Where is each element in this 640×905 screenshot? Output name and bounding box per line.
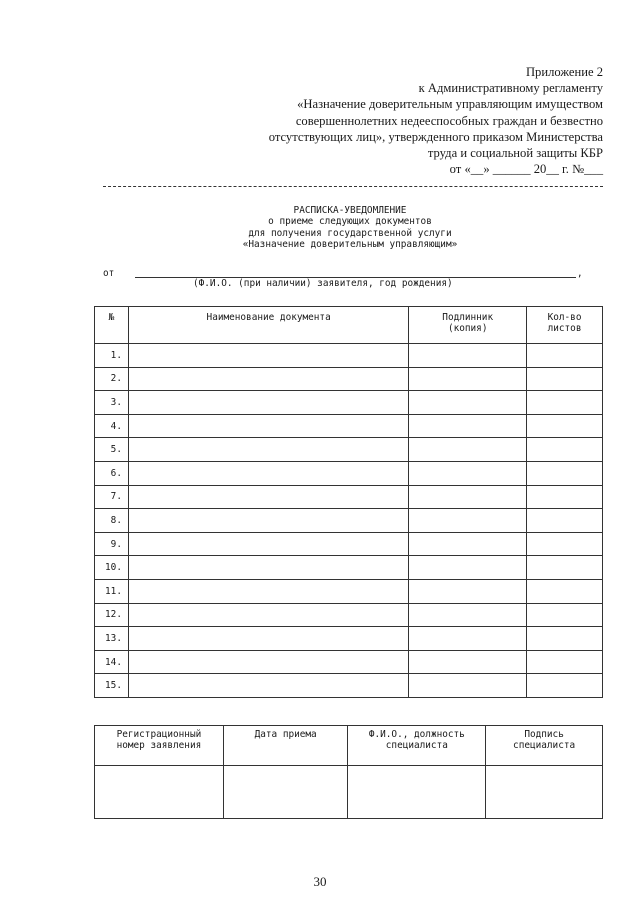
- specialist-name-header: Ф.И.О., должность специалиста: [348, 726, 486, 766]
- original-copy-cell[interactable]: [409, 579, 527, 603]
- row-number: 2.: [95, 367, 129, 391]
- original-copy-cell[interactable]: [409, 603, 527, 627]
- sheet-count-cell[interactable]: [527, 627, 603, 651]
- table-row: [95, 344, 603, 368]
- header-line: отсутствующих лиц», утвержденного приказом Министерства: [268, 129, 603, 144]
- table-row: [95, 461, 603, 485]
- document-name-cell[interactable]: [128, 461, 408, 485]
- dashed-divider: [103, 186, 603, 187]
- document-name-cell[interactable]: [128, 509, 408, 533]
- sheet-count-cell[interactable]: [527, 461, 603, 485]
- sheet-count-cell[interactable]: [527, 367, 603, 391]
- row-number: 4.: [95, 414, 129, 438]
- document-name-cell[interactable]: [128, 674, 408, 698]
- table-row: [95, 509, 603, 533]
- sheet-count-cell[interactable]: [527, 603, 603, 627]
- document-name-cell[interactable]: [128, 532, 408, 556]
- receipt-date-header: Дата приема: [223, 726, 348, 766]
- original-copy-cell[interactable]: [409, 509, 527, 533]
- row-number: 1.: [95, 344, 129, 368]
- original-copy-cell[interactable]: [409, 461, 527, 485]
- header-line: к Административному регламенту: [418, 81, 603, 96]
- original-copy-cell[interactable]: [409, 556, 527, 580]
- table-row: [95, 627, 603, 651]
- document-name-cell[interactable]: [128, 603, 408, 627]
- row-number: 11.: [95, 579, 129, 603]
- table-row: [95, 766, 603, 819]
- document-name-cell[interactable]: [128, 485, 408, 509]
- sheet-count-cell[interactable]: [527, 485, 603, 509]
- table-row: [95, 579, 603, 603]
- from-label: от: [103, 268, 115, 279]
- sheet-count-cell[interactable]: [527, 674, 603, 698]
- original-copy-cell[interactable]: [409, 650, 527, 674]
- original-copy-cell[interactable]: [409, 344, 527, 368]
- header-line: совершеннолетних недееспособных граждан и безвестно: [295, 113, 603, 128]
- table-row: [95, 603, 603, 627]
- row-number: 12.: [95, 603, 129, 627]
- row-number: 6.: [95, 461, 129, 485]
- header-line: труда и социальной защиты КБР: [427, 146, 603, 161]
- receipt-date-cell[interactable]: [223, 766, 348, 819]
- row-number: 10.: [95, 556, 129, 580]
- table-row: [95, 532, 603, 556]
- reg-number-cell[interactable]: [95, 766, 224, 819]
- col-original-header: Подлинник (копия): [409, 307, 527, 344]
- sheet-count-cell[interactable]: [527, 509, 603, 533]
- row-number: 9.: [95, 532, 129, 556]
- original-copy-cell[interactable]: [409, 674, 527, 698]
- table-row: [95, 391, 603, 415]
- sheet-count-cell[interactable]: [527, 414, 603, 438]
- header-line: от «__» ______ 20__ г. №___: [449, 162, 603, 177]
- row-number: 13.: [95, 627, 129, 651]
- header-line: «Назначение доверительным управляющим имуществом: [297, 97, 603, 112]
- applicant-field-hint: (Ф.И.О. (при наличии) заявителя, год рождения): [193, 278, 453, 289]
- original-copy-cell[interactable]: [409, 532, 527, 556]
- title-line: о приеме следующих документов: [268, 216, 432, 228]
- document-name-cell[interactable]: [128, 344, 408, 368]
- table-row: [95, 556, 603, 580]
- document-title: [120, 205, 580, 250]
- appendix-header: [269, 64, 603, 177]
- document-name-cell[interactable]: [128, 367, 408, 391]
- table-row: [95, 674, 603, 698]
- specialist-name-cell[interactable]: [348, 766, 486, 819]
- from-comma: ,: [577, 268, 583, 279]
- row-number: 15.: [95, 674, 129, 698]
- document-name-cell[interactable]: [128, 650, 408, 674]
- original-copy-cell[interactable]: [409, 391, 527, 415]
- document-name-cell[interactable]: [128, 391, 408, 415]
- documents-table: [94, 306, 603, 698]
- reg-number-header: Регистрационный номер заявления: [95, 726, 224, 766]
- row-number: 5.: [95, 438, 129, 462]
- table-row: [95, 414, 603, 438]
- document-name-cell[interactable]: [128, 438, 408, 462]
- original-copy-cell[interactable]: [409, 367, 527, 391]
- original-copy-cell[interactable]: [409, 438, 527, 462]
- document-name-cell[interactable]: [128, 556, 408, 580]
- documents-table-header: [95, 307, 603, 344]
- page-number: 30: [313, 874, 327, 889]
- header-line: Приложение 2: [525, 65, 603, 79]
- registration-table-header: [95, 726, 603, 766]
- specialist-signature-header: Подпись специалиста: [486, 726, 603, 766]
- original-copy-cell[interactable]: [409, 485, 527, 509]
- row-number: 14.: [95, 650, 129, 674]
- original-copy-cell[interactable]: [409, 414, 527, 438]
- sheet-count-cell[interactable]: [527, 532, 603, 556]
- document-name-cell[interactable]: [128, 579, 408, 603]
- sheet-count-cell[interactable]: [527, 650, 603, 674]
- sheet-count-cell[interactable]: [527, 556, 603, 580]
- col-count-header: Кол-во листов: [527, 307, 603, 344]
- row-number: 7.: [95, 485, 129, 509]
- sheet-count-cell[interactable]: [527, 344, 603, 368]
- document-name-cell[interactable]: [128, 627, 408, 651]
- table-row: [95, 650, 603, 674]
- col-number-header: №: [95, 307, 129, 344]
- sheet-count-cell[interactable]: [527, 438, 603, 462]
- table-row: [95, 367, 603, 391]
- row-number: 8.: [95, 509, 129, 533]
- col-name-header: Наименование документа: [128, 307, 408, 344]
- title-line: РАСПИСКА-УВЕДОМЛЕНИЕ: [293, 205, 407, 216]
- specialist-signature-cell[interactable]: [486, 766, 603, 819]
- sheet-count-cell[interactable]: [527, 579, 603, 603]
- document-name-cell[interactable]: [128, 414, 408, 438]
- row-number: 3.: [95, 391, 129, 415]
- title-line: «Назначение доверительным управляющим»: [242, 238, 458, 250]
- table-row: [95, 438, 603, 462]
- title-line: для получения государственной услуги: [248, 227, 452, 239]
- table-row: [95, 485, 603, 509]
- sheet-count-cell[interactable]: [527, 391, 603, 415]
- original-copy-cell[interactable]: [409, 627, 527, 651]
- registration-table: [94, 725, 603, 819]
